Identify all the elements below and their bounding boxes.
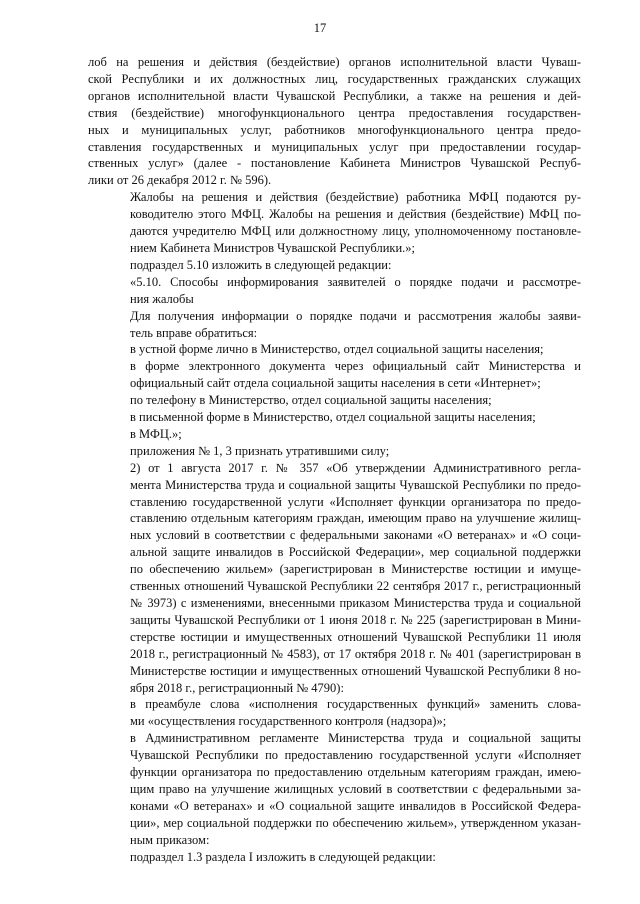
text-line: «5.10. Способы информирования заявителей о порядке подачи и рассмотре- [130, 274, 581, 289]
text-line: Для получения информации о порядке подачи и рассмотрения жалобы заяви- [130, 308, 581, 323]
text-line: органов исполнительной власти Чувашской Республики, а также на решения и дей- [88, 88, 581, 103]
text-line: мента Министерства труда и социальной защиты Чувашской Республики по предо- [130, 477, 581, 492]
text-line: 2018 г., регистрационный № 4583), от 17 октября 2018 г. № 401 (зарегистрирован в [130, 646, 581, 661]
paragraph [88, 409, 581, 426]
paragraph [88, 257, 581, 274]
text-line: в форме электронного документа через официальный сайт Министерства и [130, 359, 581, 374]
text-line: ственных услуг» (далее - постановление Кабинета Министров Чувашской Респуб- [88, 156, 581, 171]
text-line: лики от 26 декабря 2012 г. № 596). [88, 173, 272, 188]
text-line: защиты Чувашской Республики от 1 июня 2018 г. № 225 (зарегистрирован в Мини- [130, 612, 581, 627]
paragraph [88, 696, 581, 730]
text-line: Жалобы на решения и действия (бездействие) работника МФЦ подаются ру- [130, 190, 581, 205]
text-line: Чувашской Республики по предоставлению государственной услуги «Исполняет [130, 748, 581, 763]
text-line: ным приказом: [130, 832, 210, 847]
text-line: даются учредителю МФЦ или должностному лицу, уполномоченному постановле- [130, 224, 581, 239]
text-line: ственных отношений Чувашской Республики 22 сентября 2017 г., регистрационный [130, 579, 581, 594]
paragraph [88, 358, 581, 392]
text-line: по обеспечению жильем» (зарегистрирован в Министерстве юстиции и имуще- [130, 562, 581, 577]
paragraph [88, 730, 581, 848]
text-line: ми «осуществления государственного контроля (надзора)»; [130, 714, 447, 729]
text-line: Министерстве юстиции и имущественных отношений Чувашской Республики 8 но- [130, 663, 581, 678]
text-line: официальный сайт отдела социальной защиты населения в сети «Интернет»; [130, 376, 541, 391]
text-line: ных условий в соответствии с федеральными законами «О ветеранах» и «О соци- [130, 528, 581, 543]
text-line: ставления государственных и муниципальных услуг при предоставлении государ- [88, 139, 581, 154]
text-line: тель вправе обратиться: [130, 325, 258, 340]
text-line: подраздел 5.10 изложить в следующей редакции: [130, 257, 392, 272]
text-line: в преамбуле слова «исполнения государственных функций» заменить слова- [130, 697, 581, 712]
paragraph [88, 189, 581, 257]
text-line: подраздел 1.3 раздела I изложить в следующей редакции: [130, 849, 436, 864]
text-line: ных и муниципальных услуг, работников многофункционального центра предо- [88, 122, 581, 137]
text-line: ководителю этого МФЦ. Жалобы на решения и действия (бездействие) МФЦ по- [130, 207, 581, 222]
document-body [88, 54, 581, 866]
text-line: 2) от 1 августа 2017 г. № 357 «Об утверждении Административного регла- [130, 460, 581, 475]
paragraph [88, 460, 581, 697]
text-line: ября 2018 г., регистрационный № 4790): [130, 680, 344, 695]
paragraph [88, 426, 581, 443]
text-line: лоб на решения и действия (бездействие) органов исполнительной власти Чуваш- [88, 55, 581, 69]
text-line: № 3973) с изменениями, внесенными приказом Министерства труда и социальной [130, 596, 581, 610]
text-line: ставлению государственной услуги «Исполняет функции организатора по предо- [130, 494, 581, 509]
paragraph [88, 54, 581, 189]
text-line: ния жалобы [130, 291, 194, 306]
paragraph [88, 392, 581, 409]
paragraph [88, 274, 581, 308]
text-line: ской Республики и их должностных лиц, государственных гражданских служащих [88, 71, 581, 86]
text-line: приложения № 1, 3 признать утратившими силу; [130, 443, 390, 458]
text-line: ствия (бездействие) многофункционального центра предоставления государствен- [88, 105, 581, 120]
text-line: функции организатора по предоставлению отдельным категориям граждан, имею- [130, 765, 581, 780]
text-line: щим право на улучшение жилищных условий в соответствии с федеральными за- [130, 781, 581, 796]
paragraph [88, 443, 581, 460]
text-line: стерстве юстиции и имущественных отношений Чувашской Республики 11 июля [130, 629, 581, 644]
page-number: 17 [313, 21, 327, 35]
paragraph [88, 849, 581, 866]
text-line: в Административном регламенте Министерства труда и социальной защиты [130, 731, 581, 746]
text-line: в МФЦ.»; [130, 426, 182, 441]
text-line: ставлению отдельным категориям граждан, имеющим право на улучшение жилищ- [130, 511, 581, 526]
paragraph [88, 341, 581, 358]
text-line: ции», мер социальной поддержки по обеспечению жильем», утвержденном указан- [130, 815, 581, 830]
text-line: по телефону в Министерство, отдел социальной защиты населения; [130, 393, 492, 408]
text-line: в письменной форме в Министерство, отдел социальной защиты населения; [130, 410, 536, 425]
text-line: в устной форме лично в Министерство, отдел социальной защиты населения; [130, 342, 544, 357]
text-line: нием Кабинета Министров Чувашской Республики.»; [130, 240, 416, 255]
text-line: альной защите инвалидов в Российской Федерации», мер социальной поддержки [130, 545, 581, 560]
text-line: конами «О ветеранах» и «О социальной защите инвалидов в Российской Федера- [130, 798, 581, 813]
paragraph [88, 308, 581, 342]
